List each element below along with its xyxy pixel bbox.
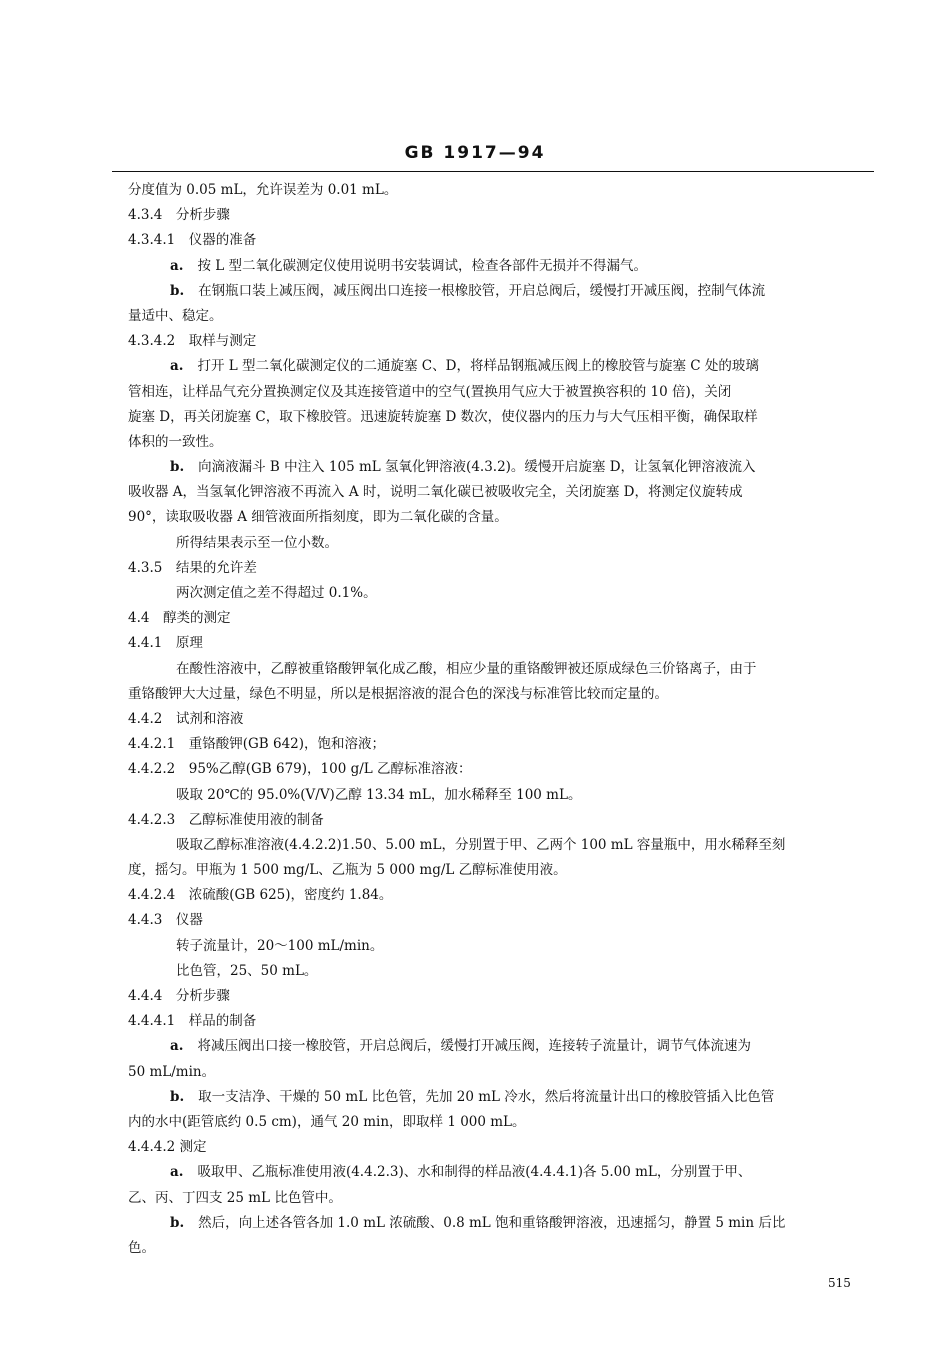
line-text: 乙、丙、丁四支 25 mL 比色管中。 [128, 1189, 342, 1206]
paragraph-line [128, 1211, 878, 1236]
list-item-marker: b. [170, 282, 185, 299]
section-heading [128, 883, 878, 908]
header-divider [112, 171, 874, 172]
line-text: 4.3.4.2 取样与测定 [128, 333, 257, 350]
line-text: 重铬酸钾大大过量，绿色不明显，所以是根据溶液的混合色的深浅与标准管比较而定量的。 [128, 685, 668, 702]
line-text: 4.4 醇类的测定 [128, 610, 231, 627]
paragraph-line [128, 505, 878, 530]
paragraph-line [128, 959, 878, 984]
line-text: 量适中、稳定。 [128, 307, 223, 324]
paragraph-line [128, 1160, 878, 1185]
paragraph-line [128, 1060, 878, 1085]
line-text: 4.4.4.2 测定 [128, 1139, 207, 1156]
paragraph-line [128, 480, 878, 505]
section-heading [128, 606, 878, 631]
paragraph-line [128, 934, 878, 959]
line-text: 4.4.3 仪器 [128, 912, 203, 929]
line-text: 管相连，让样品气充分置换测定仪及其连接管道中的空气(置换用气应大于被置换容积的 10 倍)，关闭 [128, 383, 732, 400]
section-heading [128, 732, 878, 757]
list-item-marker: a. [170, 358, 184, 375]
line-text: 4.4.1 原理 [128, 635, 203, 652]
line-text: 所得结果表示至一位小数。 [176, 534, 338, 551]
paragraph-line [128, 833, 878, 858]
line-text: 将减压阀出口接一橡胶管，开启总阀后，缓慢打开减压阀，连接转子流量计，调节气体流速为 [197, 1038, 751, 1055]
line-text: 度，摇匀。甲瓶为 1 500 mg/L、乙瓶为 5 000 mg/L 乙醇标准使用液。 [128, 862, 567, 879]
section-heading [128, 1009, 878, 1034]
paragraph-line [128, 405, 878, 430]
section-heading [128, 228, 878, 253]
section-heading [128, 908, 878, 933]
paragraph-line [128, 178, 878, 203]
paragraph-line [128, 1085, 878, 1110]
paragraph-line [128, 279, 878, 304]
line-text: 色。 [128, 1239, 155, 1256]
paragraph-line [128, 304, 878, 329]
line-text: 4.4.2.4 浓硫酸(GB 625)，密度约 1.84。 [128, 887, 393, 904]
line-text: 4.3.4.1 仪器的准备 [128, 232, 257, 249]
page-number: 515 [828, 1276, 851, 1290]
line-text: 在钢瓶口装上减压阀，减压阀出口连接一根橡胶管，开启总阀后，缓慢打开减压阀，控制气体流 [198, 282, 766, 299]
document-body [128, 178, 878, 1261]
line-text: 取一支洁净、干燥的 50 mL 比色管，先加 20 mL 冷水，然后将流量计出口的橡胶管插入比色管 [198, 1088, 775, 1105]
line-text: 4.4.2.3 乙醇标准使用液的制备 [128, 811, 324, 828]
paragraph-line [128, 657, 878, 682]
section-heading [128, 1135, 878, 1160]
line-text: 打开 L 型二氧化碳测定仪的二通旋塞 C、D，将样品钢瓶减压阀上的橡胶管与旋塞 C 处的玻璃 [197, 358, 759, 375]
paragraph-line [128, 354, 878, 379]
section-heading [128, 707, 878, 732]
line-text: 4.4.2.2 95%乙醇(GB 679)，100 g/L 乙醇标准溶液： [128, 761, 472, 778]
list-item-marker: a. [170, 1038, 184, 1055]
line-text: 4.4.2 试剂和溶液 [128, 710, 244, 727]
paragraph-line [128, 531, 878, 556]
line-text: 4.4.4 分析步骤 [128, 988, 230, 1004]
line-text: 4.3.5 结果的允许差 [128, 559, 257, 576]
line-text: 旋塞 D，再关闭旋塞 C，取下橡胶管。迅速旋转旋塞 D 数次，使仪器内的压力与大气压相平衡，确保取样 [128, 408, 758, 425]
paragraph-line [128, 1034, 878, 1059]
paragraph-line [128, 254, 878, 279]
list-item-marker: a. [170, 1164, 184, 1181]
line-text: 50 mL/min。 [128, 1063, 216, 1080]
line-text: 两次测定值之差不得超过 0.1%。 [176, 585, 377, 601]
section-heading [128, 329, 878, 354]
paragraph-line [128, 1236, 878, 1261]
section-heading [128, 556, 878, 581]
line-text: 吸取乙醇标准溶液(4.4.2.2)1.50、5.00 mL，分别置于甲、乙两个 100 mL 容量瓶中，用水稀释至刻 [176, 836, 786, 853]
line-text: 按 L 型二氧化碳测定仪使用说明书安装调试，检查各部件无损并不得漏气。 [197, 257, 647, 274]
line-text: 分度值为 0.05 mL，允许误差为 0.01 mL。 [128, 182, 398, 198]
paragraph-line [128, 581, 878, 606]
section-heading [128, 203, 878, 228]
paragraph-line [128, 455, 878, 480]
section-heading [128, 984, 878, 1009]
line-text: 比色管，25、50 mL。 [176, 962, 318, 979]
standard-number-header: GB 1917—94 [404, 143, 546, 163]
line-text: 体积的一致性。 [128, 433, 223, 450]
line-text: 在酸性溶液中，乙醇被重铬酸钾氧化成乙酸，相应少量的重铬酸钾被还原成绿色三价铬离子，由于 [176, 660, 757, 677]
paragraph-line [128, 380, 878, 405]
paragraph-line [128, 858, 878, 883]
list-item-marker: b. [170, 1214, 185, 1231]
paragraph-line [128, 430, 878, 455]
line-text: 90°，读取吸收器 A 细管液面所指刻度，即为二氧化碳的含量。 [128, 509, 508, 526]
list-item-marker: a. [170, 257, 184, 274]
list-item-marker: b. [170, 459, 185, 476]
paragraph-line [128, 682, 878, 707]
line-text: 4.4.4.1 样品的制备 [128, 1013, 257, 1030]
line-text: 然后，向上述各管各加 1.0 mL 浓硫酸、0.8 mL 饱和重铬酸钾溶液，迅速摇匀，静置 5 min 后比 [198, 1214, 786, 1231]
paragraph-line [128, 783, 878, 808]
line-text: 内的水中(距管底约 0.5 cm)，通气 20 min，即取样 1 000 mL。 [128, 1113, 526, 1130]
paragraph-line [128, 1110, 878, 1135]
section-heading [128, 808, 878, 833]
section-heading [128, 757, 878, 782]
line-text: 吸取 20℃的 95.0%(V/V)乙醇 13.34 mL，加水稀释至 100 mL。 [176, 786, 582, 803]
line-text: 4.4.2.1 重铬酸钾(GB 642)，饱和溶液； [128, 736, 386, 753]
line-text: 向滴液漏斗 B 中注入 105 mL 氢氧化钾溶液(4.3.2)。缓慢开启旋塞 D，让氢氧化钾溶液流入 [198, 459, 756, 476]
line-text: 吸收器 A，当氢氧化钾溶液不再流入 A 时，说明二氧化碳已被吸收完全，关闭旋塞 D，将测定仪旋转成 [128, 484, 743, 501]
section-heading [128, 631, 878, 656]
list-item-marker: b. [170, 1088, 185, 1105]
line-text: 转子流量计，20～100 mL/min。 [176, 937, 384, 954]
paragraph-line [128, 1186, 878, 1211]
line-text: 吸取甲、乙瓶标准使用液(4.4.2.3)、水和制得的样品液(4.4.4.1)各 5.00 mL，分别置于甲、 [197, 1164, 752, 1181]
line-text: 4.3.4 分析步骤 [128, 207, 230, 224]
